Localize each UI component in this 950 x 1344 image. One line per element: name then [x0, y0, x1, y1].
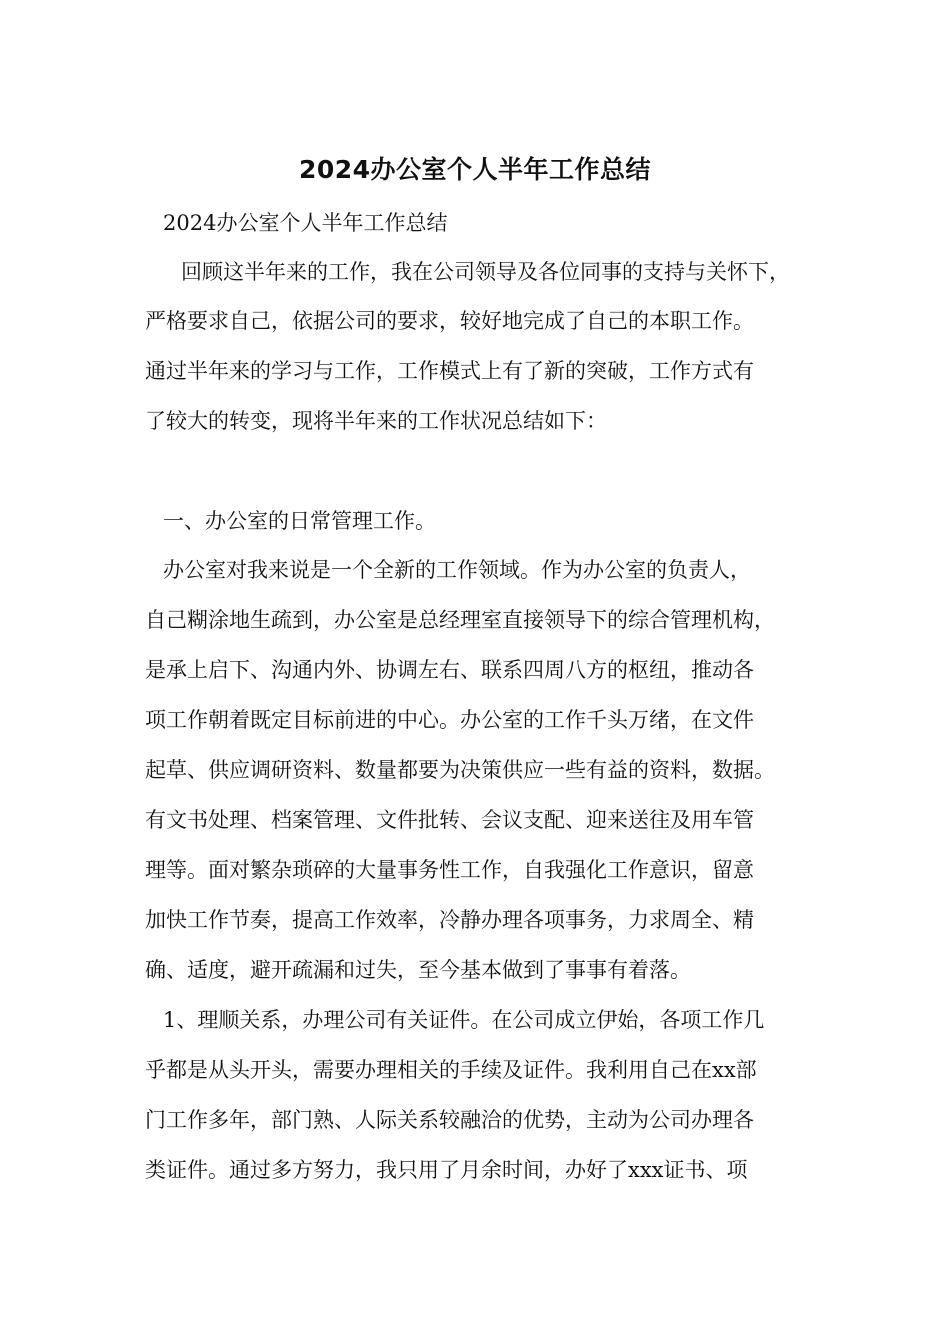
paragraph-line: 项工作朝着既定目标前进的中心。办公室的工作千头万绪，在文件	[145, 708, 754, 732]
paragraph-line: 办公室对我来说是一个全新的工作领域。作为办公室的负责人，	[163, 558, 751, 582]
paragraph-line: 严格要求自己，依据公司的要求，较好地完成了自己的本职工作。	[145, 309, 754, 333]
paragraph-line: 类证件。通过多方努力，我只用了月余时间，办好了xxx证书、项	[145, 1158, 748, 1182]
document-title: 2024办公室个人半年工作总结	[298, 155, 652, 184]
paragraph-line: 自己糊涂地生疏到，办公室是总经理室直接领导下的综合管理机构，	[145, 608, 775, 632]
paragraph-line: 确、适度，避开疏漏和过失，至今基本做到了事事有着落。	[145, 958, 691, 982]
paragraph-line: 门工作多年，部门熟、人际关系较融洽的优势，主动为公司办理各	[145, 1108, 754, 1132]
paragraph-line: 是承上启下、沟通内外、协调左右、联系四周八方的枢纽，推动各	[145, 658, 754, 682]
paragraph-line: 理等。面对繁杂琐碎的大量事务性工作，自我强化工作意识，留意	[145, 858, 754, 882]
paragraph-line: 了较大的转变，现将半年来的工作状况总结如下：	[145, 409, 607, 433]
numbered-item-line: 1、理顺关系，办理公司有关证件。在公司成立伊始，各项工作几	[163, 1008, 765, 1032]
paragraph-line: 通过半年来的学习与工作，工作模式上有了新的突破，工作方式有	[145, 359, 754, 383]
paragraph-line: 有文书处理、档案管理、文件批转、会议支配、迎来送往及用车管	[145, 808, 754, 832]
paragraph-line: 回顾这半年来的工作，我在公司领导及各位同事的支持与关怀下，	[181, 260, 790, 284]
section-heading: 一、办公室的日常管理工作。	[163, 509, 436, 533]
paragraph-line: 乎都是从头开头，需要办理相关的手续及证件。我利用自己在xx部	[145, 1058, 757, 1082]
subtitle-line: 2024办公室个人半年工作总结	[163, 211, 448, 235]
paragraph-line: 加快工作节奏，提高工作效率，冷静办理各项事务，力求周全、精	[145, 908, 754, 932]
paragraph-line: 起草、供应调研资料、数量都要为决策供应一些有益的资料，数据。	[145, 758, 775, 782]
